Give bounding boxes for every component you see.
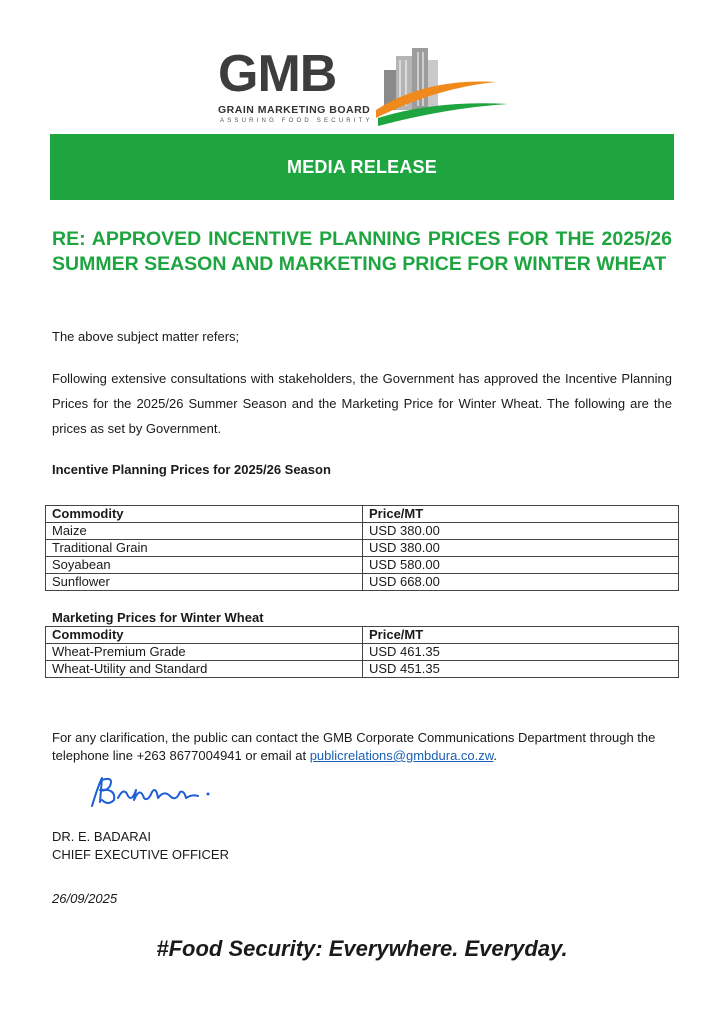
header-commodity: Commodity — [46, 627, 363, 644]
wheat-prices-table — [45, 626, 679, 678]
commodity-cell: Maize — [46, 523, 363, 540]
logo-tagline: ASSURING FOOD SECURITY — [220, 118, 373, 124]
table-row — [46, 557, 679, 574]
table1-title: Incentive Planning Prices for 2025/26 Season — [52, 462, 331, 477]
contact-paragraph — [52, 729, 672, 765]
email-link[interactable]: publicrelations@gmbdura.co.zw — [309, 748, 494, 763]
commodity-cell: Soyabean — [46, 557, 363, 574]
header-commodity: Commodity — [46, 506, 363, 523]
signer-name: DR. E. BADARAI — [52, 829, 151, 844]
price-cell: USD 451.35 — [363, 661, 679, 678]
table2-title: Marketing Prices for Winter Wheat — [52, 610, 264, 625]
table-row — [46, 644, 679, 661]
header-price: Price/MT — [363, 506, 679, 523]
body-paragraph: Following extensive consultations with stakeholders, the Government has approved the Incentive Planning Prices for the 2025/26 Summer Season and the Marketing Price for Winter Wheat. The following are the prices as set by Government. — [52, 371, 672, 436]
media-release-banner — [50, 134, 674, 200]
gmb-logo — [218, 44, 518, 128]
logo-wordmark: GMB — [218, 45, 337, 103]
signer-block — [52, 828, 229, 864]
table-row — [46, 540, 679, 557]
intro-paragraph: The above subject matter refers; — [52, 329, 240, 344]
slogan: #Food Security: Everywhere. Everyday. — [156, 936, 568, 961]
contact-period: . — [493, 748, 498, 763]
table-row — [46, 574, 679, 591]
commodity-cell: Wheat-Utility and Standard — [46, 661, 363, 678]
release-date: 26/09/2025 — [52, 891, 118, 906]
signature-icon — [88, 772, 218, 812]
table-row — [46, 661, 679, 678]
banner-label: MEDIA RELEASE — [287, 156, 437, 177]
price-cell: USD 580.00 — [363, 557, 679, 574]
commodity-cell: Sunflower — [46, 574, 363, 591]
commodity-cell: Wheat-Premium Grade — [46, 644, 363, 661]
release-heading: RE: APPROVED INCENTIVE PLANNING PRICES FOR THE 2025/26 SUMMER SEASON AND MARKETING PRICE FOR WINTER WHEAT — [52, 228, 672, 275]
price-cell: USD 380.00 — [363, 540, 679, 557]
signer-title: CHIEF EXECUTIVE OFFICER — [52, 847, 229, 862]
logo-subtitle: GRAIN MARKETING BOARD — [218, 104, 371, 116]
logo-building-swoosh-icon — [376, 44, 516, 128]
table-header-row — [46, 627, 679, 644]
contact-text: For any clarification, the public can contact the GMB Corporate Communications Department through the telephone line +263 8677004941 or email at — [52, 730, 656, 763]
price-cell: USD 461.35 — [363, 644, 679, 661]
price-cell: USD 668.00 — [363, 574, 679, 591]
planning-prices-table — [45, 505, 679, 591]
header-price: Price/MT — [363, 627, 679, 644]
commodity-cell: Traditional Grain — [46, 540, 363, 557]
price-cell: USD 380.00 — [363, 523, 679, 540]
table-header-row — [46, 506, 679, 523]
table-row — [46, 523, 679, 540]
